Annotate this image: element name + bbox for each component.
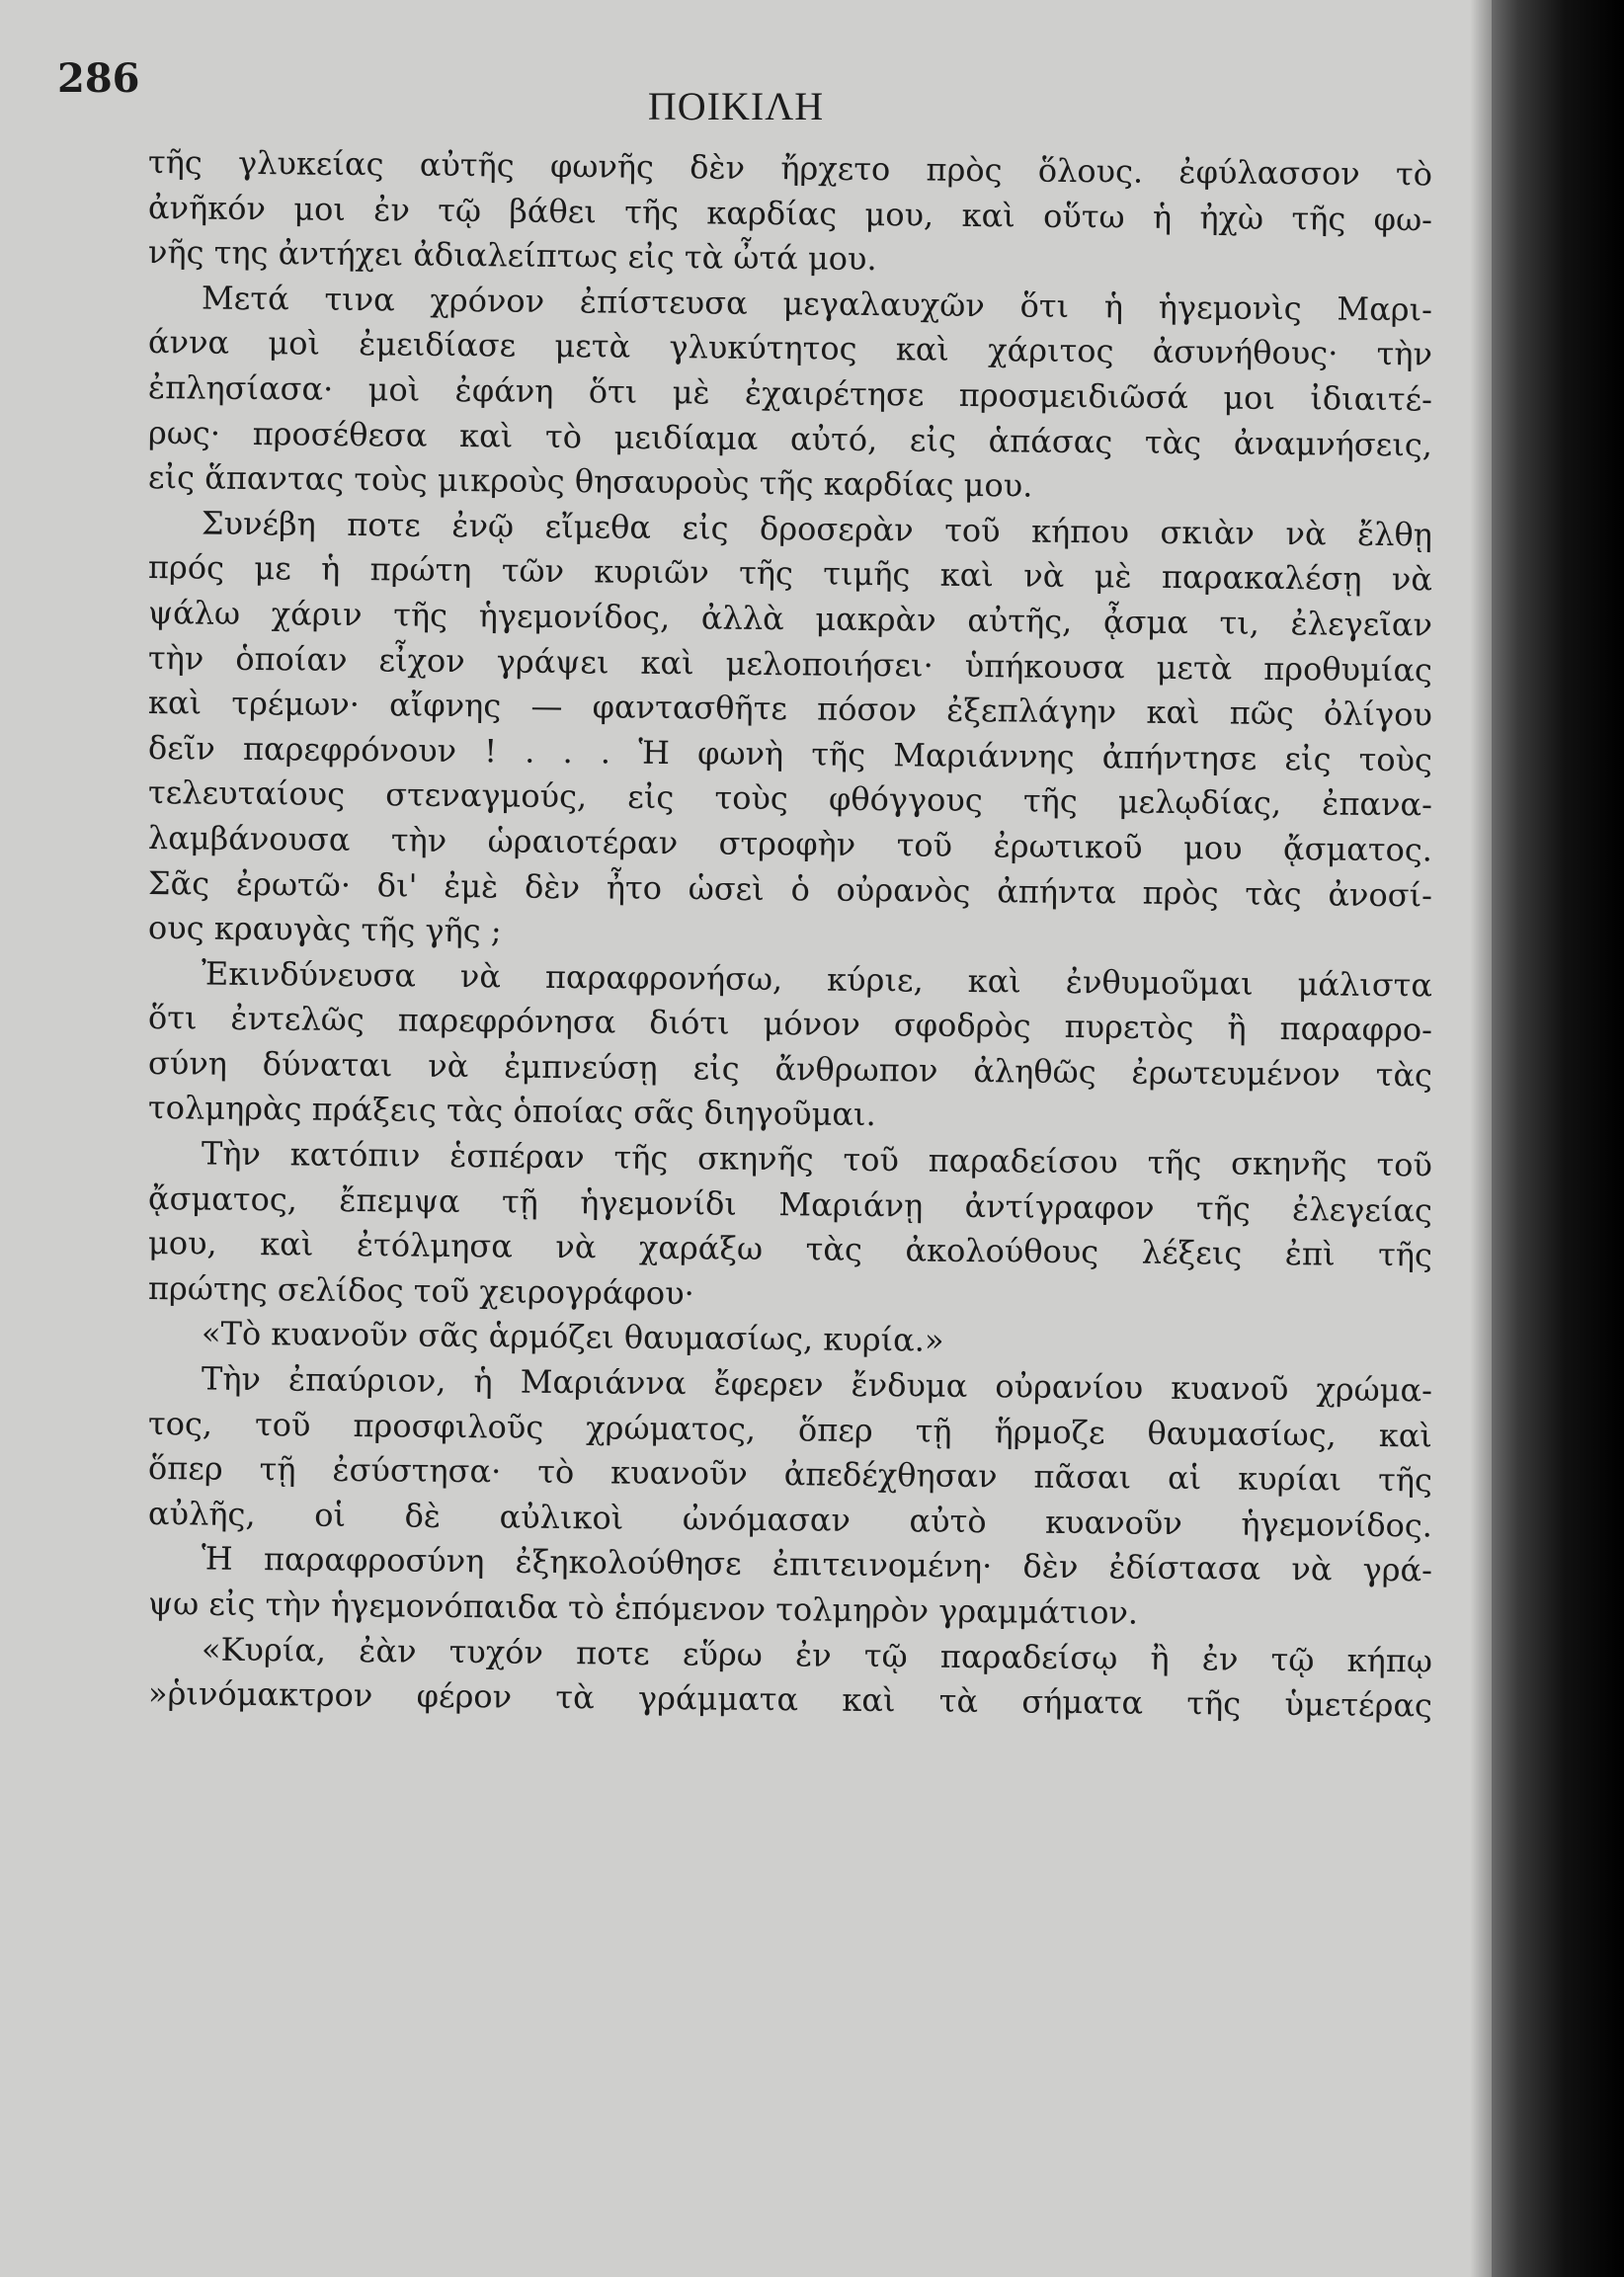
- text-line: Σᾶς ἐρωτῶ· δι' ἐμὲ δὲν ἦτο ὡσεὶ ὁ οὐρανὸς ἀπήντα πρὸς τὰς ἀνοσί-: [147, 863, 1433, 914]
- text-line: «Τὸ κυανοῦν σᾶς ἁρμόζει θαυμασίως, κυρία.»: [201, 1314, 944, 1360]
- text-line: τελευταίους στεναγμούς, εἰς τοὺς φθόγγους τῆς μελῳδίας, ἐπανα-: [147, 773, 1433, 824]
- text-line: Συνέβη ποτε ἐνῷ εἴμεθα εἰς δροσερὰν τοῦ κήπου σκιὰν νὰ ἔλθῃ: [201, 504, 1433, 554]
- text-line: Τὴν κατόπιν ἑσπέραν τῆς σκηνῆς τοῦ παραδείσου τῆς σκηνῆς τοῦ: [201, 1134, 1433, 1184]
- text-line: μου, καὶ ἐτόλμησα νὰ χαράξω τὰς ἀκολούθους λέξεις ἐπὶ τῆς: [147, 1224, 1433, 1274]
- text-line: λαμβάνουσα τὴν ὡραιοτέραν στροφὴν τοῦ ἐρωτικοῦ μου ᾄσματος.: [147, 818, 1433, 869]
- text-line: ᾄσματος, ἔπεμψα τῇ ἡγεμονίδι Μαριάνῃ ἀντίγραφον τῆς ἐλεγείας: [147, 1179, 1433, 1230]
- text-line: ους κραυγὰς τῆς γῆς ;: [147, 909, 502, 950]
- text-line: Μετά τινα χρόνον ἐπίστευσα μεγαλαυχῶν ὅτι ἡ ἡγεμονὶς Μαρι-: [201, 279, 1433, 329]
- text-line: άννα μοὶ ἐμειδίασε μετὰ γλυκύτητος καὶ χάριτος ἀσυνήθους· τὴν: [147, 323, 1433, 373]
- text-line: τὴν ὁποίαν εἶχον γράψει καὶ μελοποιήσει· ὑπήκουσα μετὰ προθυμίας: [147, 638, 1433, 690]
- text-line: τος, τοῦ προσφιλοῦς χρώματος, ὅπερ τῇ ἥρμοζε θαυμασίως, καὶ: [147, 1404, 1433, 1455]
- running-head: ΠΟΙΚΙΛΗ: [647, 84, 825, 128]
- text-line: Ἡ παραφροσύνη ἐξηκολούθησε ἐπιτεινομένη· δὲν ἐδίστασα νὰ γρά-: [201, 1539, 1433, 1589]
- text-line: »ῥινόμακτρον φέρον τὰ γράμματα καὶ τὰ σήματα τῆς ὑμετέρας: [147, 1674, 1433, 1725]
- text-line: εἰς ἅπαντας τοὺς μικροὺς θησαυροὺς τῆς καρδίας μου.: [147, 458, 1033, 505]
- page-edge-shadow: [1470, 0, 1492, 2277]
- text-line: ἐπλησίασα· μοὶ ἐφάνη ὅτι μὲ ἐχαιρέτησε προσμειδιῶσά μοι ἰδιαιτέ-: [147, 367, 1433, 419]
- page-number: 286: [57, 55, 140, 102]
- body-text: [147, 140, 1433, 1725]
- text-line: δεῖν παρεφρόνουν ! . . . Ἡ φωνὴ τῆς Μαριάννης ἀπήντησε εἰς τοὺς: [147, 728, 1433, 779]
- text-line: Τὴν ἐπαύριον, ἡ Μαριάννα ἔφερεν ἔνδυμα οὐρανίου κυανοῦ χρώμα-: [201, 1359, 1433, 1410]
- text-line: τολμηρὰς πράξεις τὰς ὁποίας σᾶς διηγοῦμαι.: [147, 1089, 876, 1134]
- text-line: πρός με ἡ πρώτη τῶν κυριῶν τῆς τιμῆς καὶ νὰ μὲ παρακαλέσῃ νὰ: [147, 548, 1433, 599]
- book-spine-shadow: [1492, 0, 1624, 2277]
- text-line: ἀνῆκόν μοι ἐν τῷ βάθει τῆς καρδίας μου, καὶ οὕτω ἡ ἠχὼ τῆς φω-: [147, 188, 1433, 239]
- text-line: τῆς γλυκείας αὐτῆς φωνῆς δὲν ἤρχετο πρὸς ὅλους. ἐφύλασσον τὸ: [147, 143, 1433, 194]
- text-line: καὶ τρέμων· αἴφνης — φαντασθῆτε πόσον ἐξεπλάγην καὶ πῶς ὀλίγου: [147, 684, 1433, 734]
- text-line: ὅτι ἐντελῶς παρεφρόνησα διότι μόνον σφοδρὸς πυρετὸς ἢ παραφρο-: [147, 999, 1433, 1049]
- text-line: ρως· προσέθεσα καὶ τὸ μειδίαμα αὐτό, εἰς ἁπάσας τὰς ἀναμνήσεις,: [147, 413, 1433, 464]
- text-line: πρώτης σελίδος τοῦ χειρογράφου·: [147, 1268, 694, 1313]
- text-line: αὐλῆς, οἱ δὲ αὐλικοὶ ὠνόμασαν αὐτὸ κυανοῦν ἡγεμονίδος.: [147, 1494, 1433, 1545]
- text-line: σύνη δύναται νὰ ἐμπνεύσῃ εἰς ἄνθρωπον ἀληθῶς ἐρωτευμένον τὰς: [147, 1043, 1433, 1095]
- text-line: νῆς της ἀντήχει ἀδιαλείπτως εἰς τὰ ὦτά μου.: [147, 233, 877, 279]
- text-line: «Κυρία, ἐὰν τυχόν ποτε εὕρω ἐν τῷ παραδείσῳ ἢ ἐν τῷ κήπῳ: [201, 1630, 1433, 1680]
- text-line: ψω εἰς τὴν ἡγεμονόπαιδα τὸ ἑπόμενον τολμηρὸν γραμμάτιον.: [147, 1585, 1139, 1632]
- text-line: Ἐκινδύνευσα νὰ παραφρονήσω, κύριε, καὶ ἐνθυμοῦμαι μάλιστα: [201, 954, 1433, 1005]
- text-line: ὅπερ τῇ ἐσύστησα· τὸ κυανοῦν ἀπεδέχθησαν πᾶσαι αἱ κυρίαι τῆς: [147, 1449, 1433, 1500]
- text-line: ψάλω χάριν τῆς ἡγεμονίδος, ἀλλὰ μακρὰν αὐτῆς, ᾆσμα τι, ἐλεγεῖαν: [147, 593, 1433, 644]
